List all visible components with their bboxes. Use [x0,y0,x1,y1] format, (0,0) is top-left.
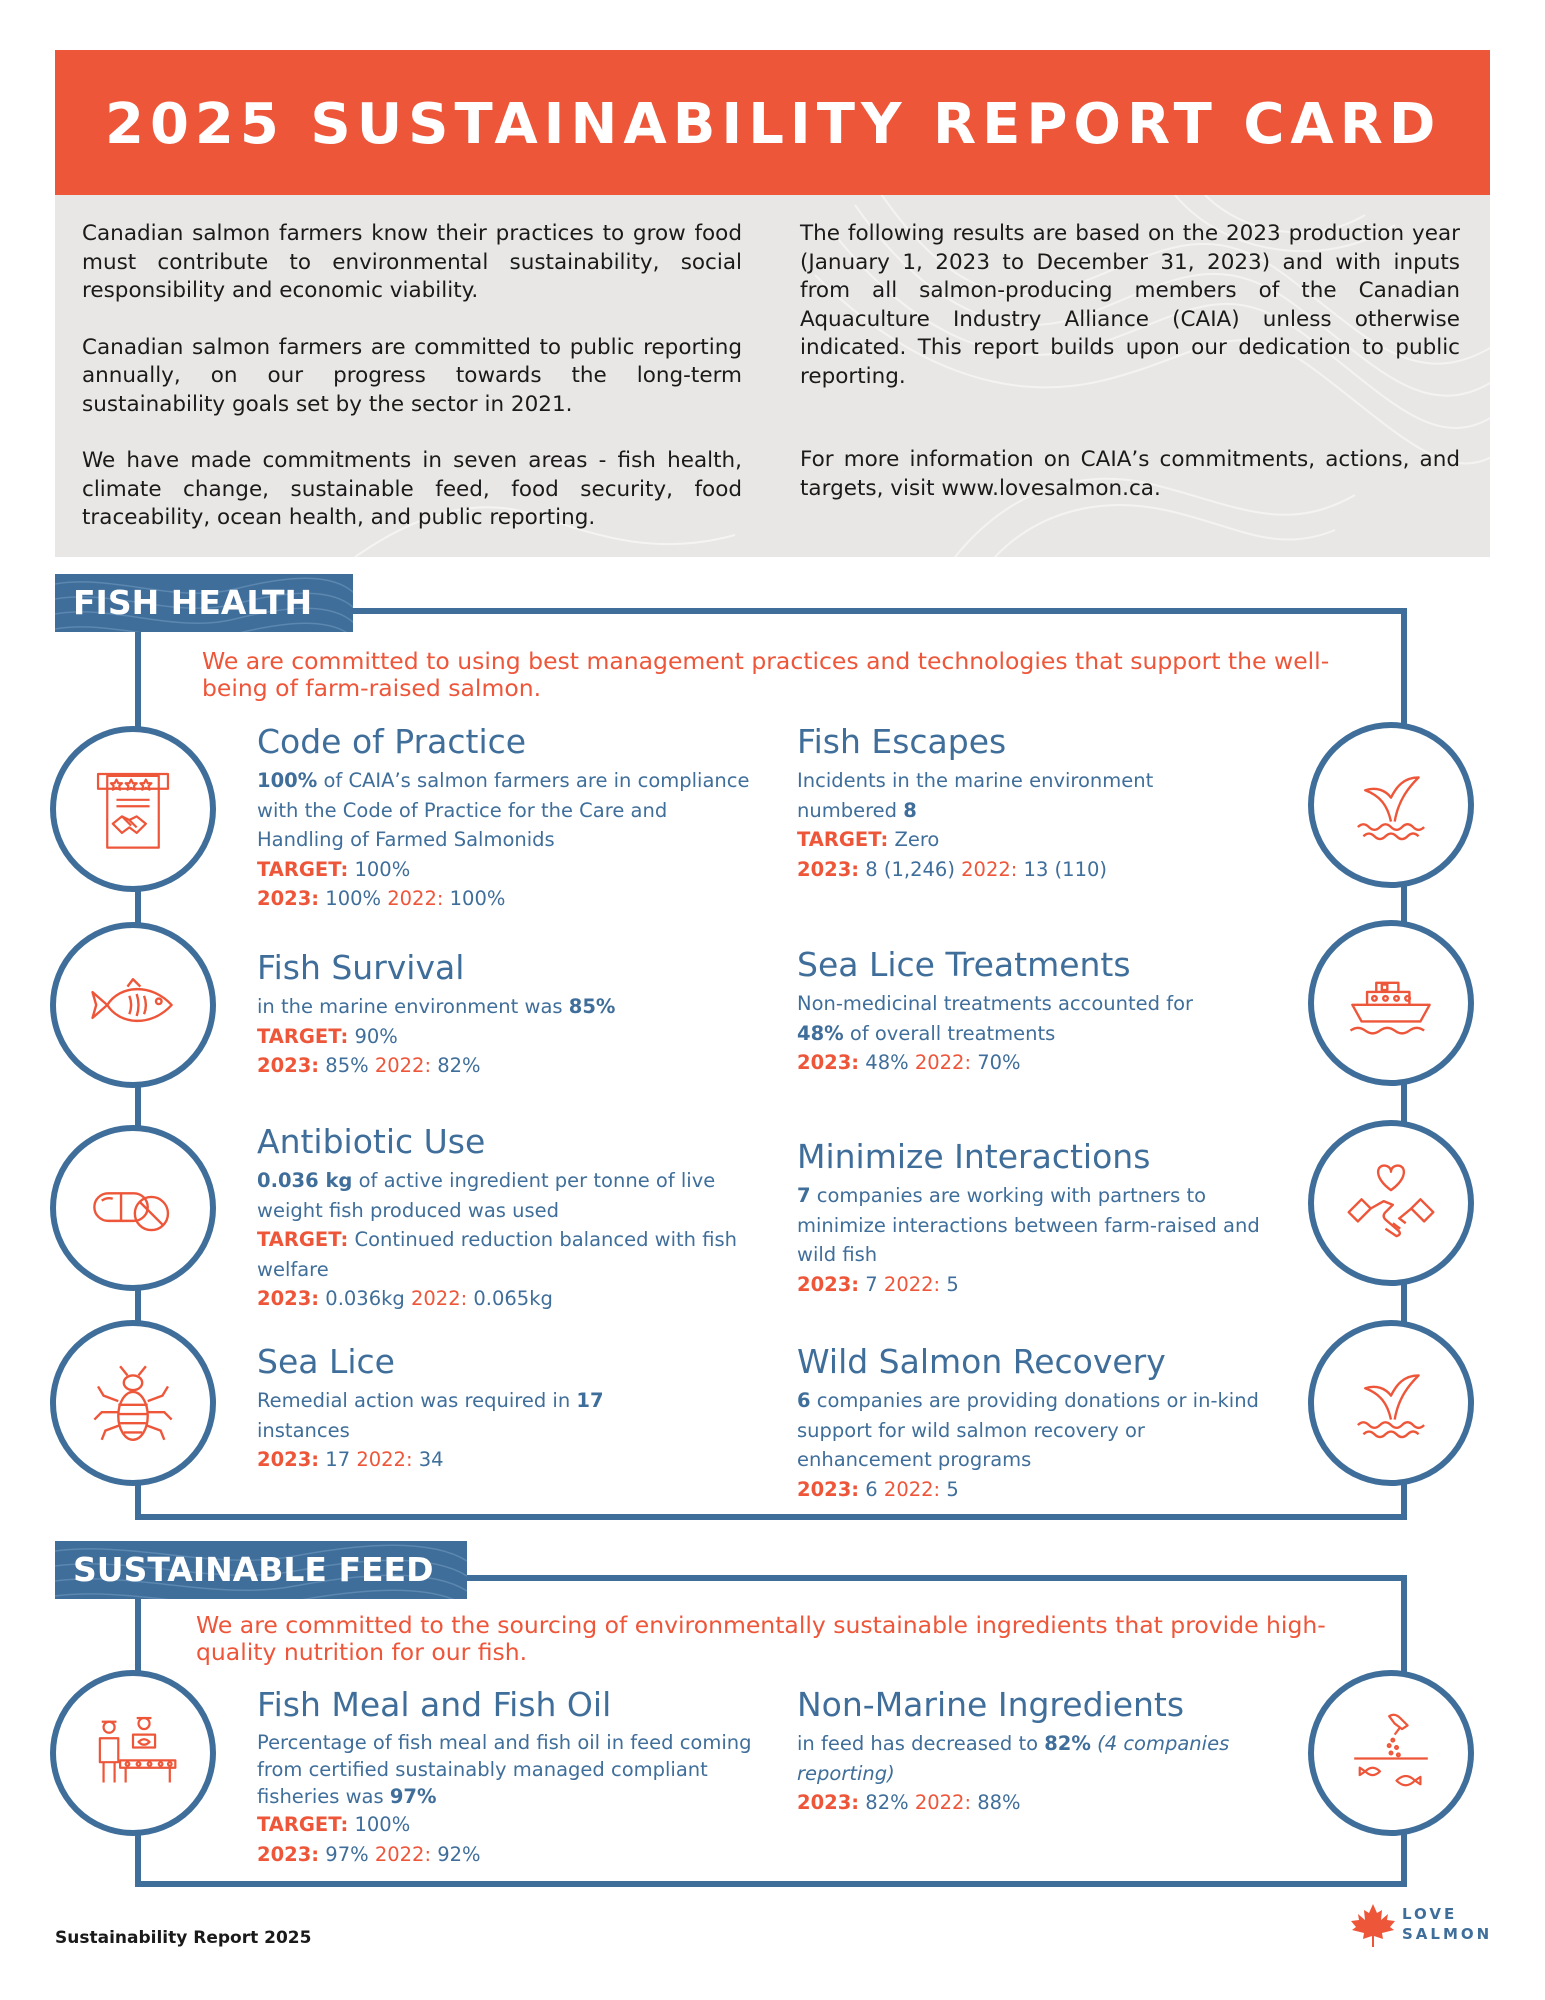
intro-paragraph: The following results are based on the 2023 production year (January 1, 2023 to December 31, 2023) and with inputs from all salmon-producing members of the Canadian Aquaculture Industry Alliance (CAIA) unless otherwise indicated. This report builds upon our dedication to public reporting. [800,221,1460,389]
maple-leaf-icon [1350,1902,1396,1948]
intro-right-column [800,220,1460,531]
whale-tail-icon [1345,1357,1437,1449]
item-non-marine [797,1685,1277,1818]
item-description: 100% of CAIA’s salmon farmers are in compliance with the Code of Practice for the Care and Handling of Farmed Salmonids [257,769,750,851]
item-antibiotic-use [257,1122,757,1314]
item-years: 2023: 6 2022: 5 [797,1477,959,1501]
sustainable-feed-commitment: We are committed to the sourcing of environmentally sustainable ingredients that provide high-quality nutrition for our fish. [196,1611,1326,1666]
whale-tail-icon [1345,759,1437,851]
pill-capsule-icon [87,1162,179,1254]
item-target: TARGET: 90% [257,1024,398,1048]
item-title: Wild Salmon Recovery [797,1342,1166,1381]
intro-paragraph: Canadian salmon farmers are committed to public reporting annually, on our progress towards the long-term sustainability goals set by the sector in 2021. [82,334,742,417]
fish-health-tag [55,574,353,632]
item-years: 2023: 48% 2022: 70% [797,1051,1021,1074]
item-years: 2023: 82% 2022: 88% [797,1791,1021,1814]
item-years: 2023: 85% 2022: 82% [257,1054,481,1077]
logo-text: LOVE SALMON [1402,1905,1493,1943]
item-title: Sea Lice [257,1342,395,1381]
item-target: TARGET: Continued reduction balanced with fish welfare [257,1228,738,1281]
heart-handshake-icon [1345,1157,1437,1249]
circle-fish-escapes [1308,722,1474,888]
circle-fish-meal [50,1670,216,1836]
section-title: FISH HEALTH [73,583,313,622]
item-years: 2023: 7 2022: 5 [797,1272,959,1296]
item-code-of-practice [257,722,757,914]
circle-wild-salmon-recovery [1308,1320,1474,1486]
item-title: Code of Practice [257,722,527,761]
header-banner [55,50,1490,195]
louse-icon [87,1357,179,1449]
page-title: 2025 SUSTAINABILITY REPORT CARD [105,92,1442,157]
item-fish-escapes [797,722,1207,884]
intro-paragraph: We have made commitments in seven areas - fish health, climate change, sustainable feed, food security, food traceability, ocean health, and public reporting. [82,448,742,530]
item-years: 2023: 8 (1,246) 2022: 13 (110) [797,857,1107,881]
intro-paragraph: For more information on CAIA’s commitments, actions, and targets, visit www.lovesalmon.ca. [800,447,1460,501]
item-sea-lice-treatments [797,945,1267,1078]
item-title: Sea Lice Treatments [797,945,1131,984]
item-title: Fish Survival [257,948,465,987]
sustainable-feed-tag [55,1541,467,1599]
item-sea-lice [257,1342,757,1475]
item-description: Non-medicinal treatments accounted for 48% of overall treatments [797,992,1194,1045]
item-description: in feed has decreased to 82% (4 companies reporting) [797,1732,1230,1785]
item-years: 2023: 100% 2022: 100% [257,887,506,910]
item-wild-salmon-recovery [797,1342,1267,1504]
item-description: Remedial action was required in 17 instances [257,1389,604,1442]
item-years: 2023: 0.036kg 2022: 0.065kg [257,1287,553,1310]
item-years: 2023: 97% 2022: 92% [257,1842,481,1866]
item-description: Incidents in the marine environment numbered 8 [797,769,1154,822]
footer-text: Sustainability Report 2025 [55,1928,312,1948]
item-fish-survival [257,948,757,1081]
fish-icon [87,959,179,1051]
certificate-handshake-icon [87,763,179,855]
circle-non-marine [1308,1670,1474,1836]
fish-health-commitment: We are committed to using best management practices and technologies that support the well-being of farm-raised salmon. [202,647,1330,702]
item-description: 7 companies are working with partners to minimize interactions between farm-raised and wild fish [797,1184,1260,1266]
circle-sea-lice-treatments [1308,920,1474,1086]
love-salmon-logo [1350,1902,1493,1948]
circle-fish-survival [50,922,216,1088]
item-minimize-interactions [797,1137,1267,1299]
item-title: Fish Escapes [797,722,1007,761]
item-target: TARGET: 100% [257,857,411,881]
workers-conveyor-icon [87,1707,179,1799]
intro-paragraph: Canadian salmon farmers know their practices to grow food must contribute to environmental sustainability, social responsibility and economic viability. [82,221,742,303]
intro-panel [55,195,1490,557]
item-fish-meal [257,1685,757,1869]
circle-sea-lice [50,1320,216,1486]
item-description: 0.036 kg of active ingredient per tonne of live weight fish produced was used [257,1169,716,1222]
item-target: TARGET: Zero [797,828,940,851]
item-description: 6 companies are providing donations or in-kind support for wild salmon recovery or enhancement programs [797,1389,1259,1471]
item-target: TARGET: 100% [257,1813,411,1836]
item-years: 2023: 17 2022: 34 [257,1448,444,1471]
item-title: Minimize Interactions [797,1137,1151,1176]
section-title: SUSTAINABLE FEED [73,1550,434,1589]
item-title: Fish Meal and Fish Oil [257,1685,612,1724]
boat-icon [1345,957,1437,1049]
item-description: in the marine environment was 85% [257,995,616,1018]
circle-code-of-practice [50,726,216,892]
circle-antibiotic-use [50,1125,216,1291]
feeding-fish-icon [1345,1707,1437,1799]
item-description: Percentage of fish meal and fish oil in feed coming from certified sustainably managed compliant fisheries was 97% [257,1731,752,1808]
intro-left-column [82,220,742,557]
item-title: Antibiotic Use [257,1122,486,1161]
item-title: Non-Marine Ingredients [797,1685,1185,1724]
circle-minimize-interactions [1308,1120,1474,1286]
